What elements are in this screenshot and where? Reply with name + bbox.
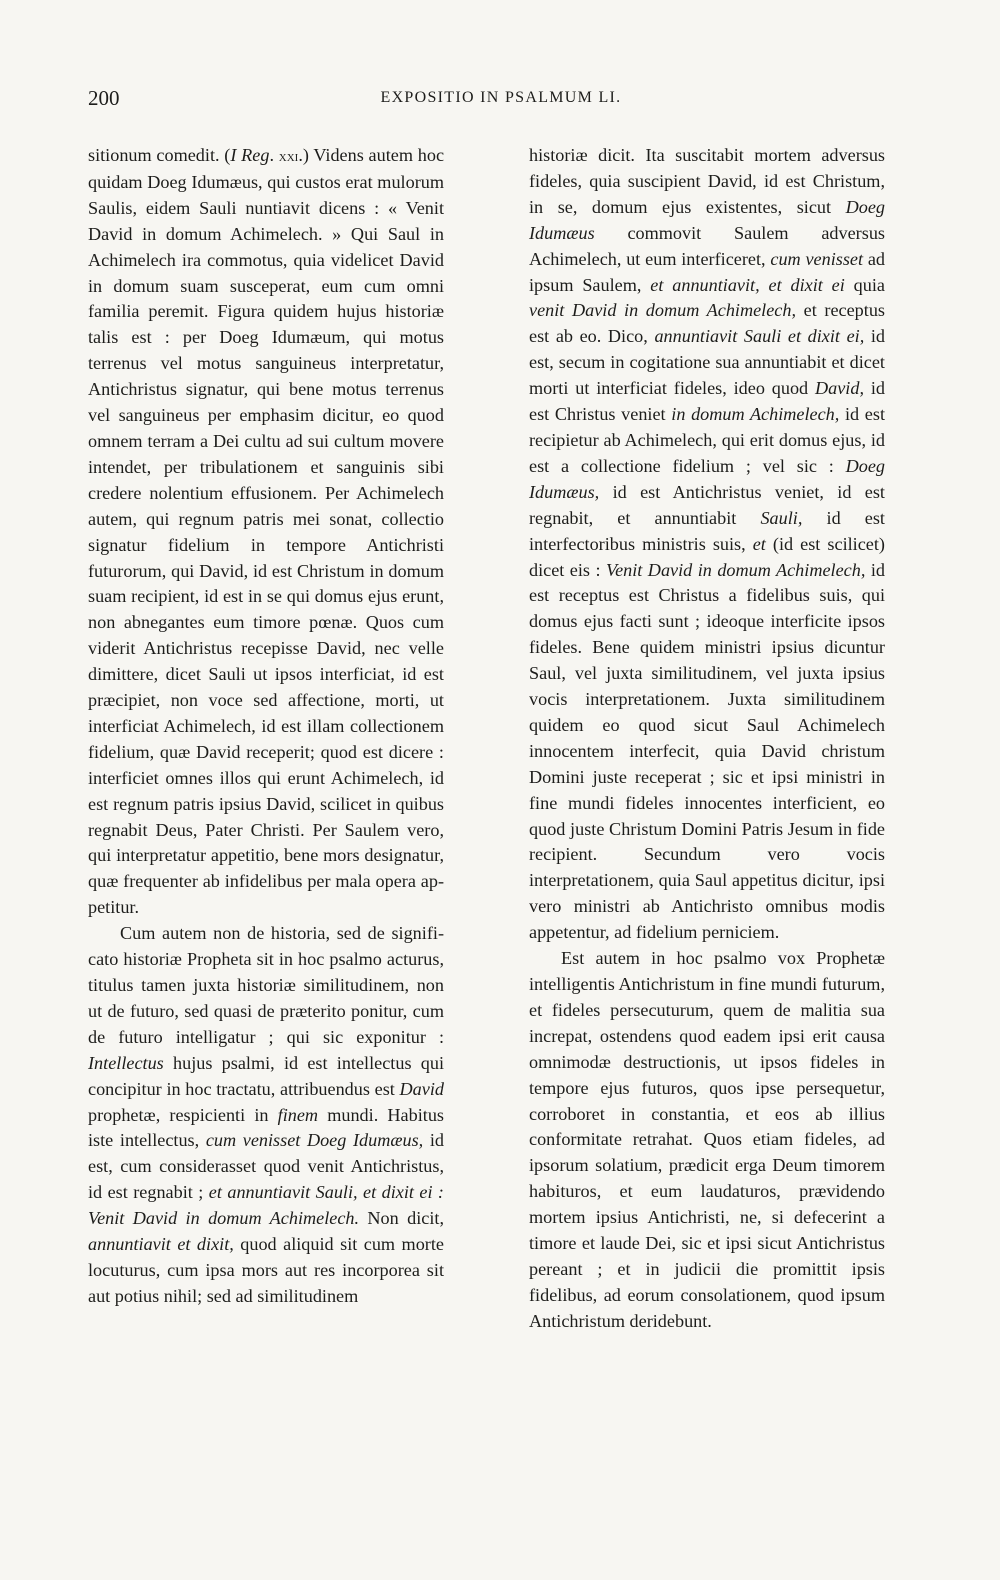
paragraph — [529, 143, 885, 946]
italic-run: Intellectus — [88, 1052, 164, 1073]
text-run: quod aliquid sit cum morte locuturus, cum ipsa mors aut res incorporea sit aut potius nihil; sed ad similitudinem — [88, 1234, 444, 1306]
italic-run: I Reg — [230, 145, 270, 165]
italic-run: annuntiavit et dixit, — [88, 1234, 234, 1255]
text-run: historiæ dicit. Ita suscitabit mortem adversus fideles, quia suscipient David, id est Christum, in se, domum ejus existentes, sicut — [529, 145, 885, 217]
text-run: et receptus est ab eo. Dico, — [529, 300, 885, 347]
italic-run: finem — [277, 1104, 319, 1125]
text-run: . — [269, 145, 279, 165]
running-title: EXPOSITIO IN PSALMUM LI. — [380, 89, 622, 106]
text-run: ad ipsum Saulem, — [529, 248, 886, 295]
text-run: Cum autem non de historia, sed de significato historiæ Propheta sit in hoc psalmo acturus, titulus tamen juxta historiæ similitudinem, non ut de futuro, sed quasi de præterito ponitur, cum de futuro intelligatur ; qui sic exponitur : — [88, 923, 444, 1047]
text-run: id est interfectoribus ministris suis, — [529, 507, 885, 554]
italic-run: annuntiavit Sauli et dixit ei, — [654, 326, 865, 347]
text-run: prophetæ, respicienti in — [88, 1104, 278, 1125]
paragraph — [88, 921, 444, 1310]
text-run: id est receptus est Christus a fidelibus suis, qui domus ejus facti sunt ; ideoque interficite ipsos fideles. Bene quidem ministri ipsius dicuntur Saul, vel juxta similitudinem, vel juxta ipsius vocis interpretationem. Juxta similitudinem quidem eo quod sicut Saul Achimelech innocentem interfecit, quia David christum Domini juste receperat ; sic et ipsi ministri in fine mundi fideles innocentes interficient, eo quod juste Christum Domini Patris Jesum in fide recipient. Secundum vero vocis interpretationem, quia Saul appetitus dicitur, ipsi vero ministri ab Antichristo omnibus modis appetentur, ad fidelium perniciem. — [529, 559, 885, 943]
text-run: Est autem in hoc psalmo vox Prophetæ intelligentis Antichristum in fine mundi futurum, et fideles persecuturum, quem de malitia sua increpat, ostendens quod eadem ipsi erit causa omnimodæ destructionis, ut ipsos fideles in tempore ejus futuros, quos ipse persequetur, corroboret in constantia, et eos ab illius conformitate retrahat. Quos etiam fideles, ad ipsorum solatium, prædicit erga Deum timorem habituros, et eum laudaturos, prævidendo mortem ipsius Antichristi, ne, si defecerint a timore et laude Dei, sic et ipsi sicut Antichristus pereant ; et in judicii die promittit ipsis fidelibus, ad eorum consolationem, quod ipsum Antichristum deridebunt. — [529, 948, 885, 1331]
italic-run: et annuntiavit, et dixit ei — [650, 274, 845, 295]
text-run: .) Videns autem hoc quidam Doeg Idumæus, qui custos erat mulorum Saulis, eidem Sauli nuntiavit dicens : « Venit David in domum Achimelech. » Qui Saul in Achimelech ira commotus, quia videlicet David in domum suam susceperat, eum cum omni familia peremit. Figura quidem hujus historiæ talis est : per Doeg Idumæum, qui motus terrenus vel motus sanguineus interpretatur, Antichristus signatur, qui bene motus terrenus vel sanguineus per emphasim dicitur, eo quod omnem terram a Dei cultu ad sui cultum movere intendet, per tribulationem et sanguinis sibi credere nolentium effusionem. Per Achimelech autem, qui regnum patris mei sonat, collectio signatur fidelium in tempore Antichristi futurorum, qui David, id est Christum in domum suam recipient, id est in se qui domus ejus erunt, non abnegantes eum timore pœnæ. Quos cum viderit Antichristus recepisse David, nec velle dimittere, dicet Sauli ut ipsos interficiat, id est præcipiet, non voce sed affectione, morti, ut interficiat Achimelech, id est illam collectionem fidelium, quæ David receperit; quod est dicere : interficiet omnes illos qui erunt Achimelech, id est regnum patris ipsius David, scilicet in quibus regnabit Deus, Pater Christi. Per Saulem vero, qui interpretatur appetitio, bene mors designatur, quæ frequenter ab infidelibus per mala opera appetitur. — [88, 145, 445, 918]
small-caps-run: xxi — [278, 148, 299, 165]
italic-run: David, — [815, 378, 864, 399]
right-column — [529, 143, 885, 1335]
italic-run: David — [399, 1078, 444, 1099]
paragraph — [88, 143, 444, 921]
text-run: mundi. Habitus iste intellectus, — [88, 1104, 445, 1151]
left-column — [88, 143, 444, 1310]
text-run: id est Christus veniet — [529, 378, 885, 425]
italic-run: et — [752, 533, 766, 554]
text-run: Non dicit, — [359, 1208, 444, 1229]
paragraph — [529, 946, 885, 1335]
text-run: sitionum comedit. ( — [88, 145, 231, 165]
running-header — [88, 86, 914, 116]
page-number: 200 — [88, 86, 120, 110]
italic-run: in domum Achimelech, — [671, 404, 840, 425]
italic-run: venit David in domum Achimelech, — [529, 300, 797, 321]
text-run: commovit Saulem adversus Achimelech, ut eum interficeret, — [529, 222, 885, 269]
text-run: (id est scilicet) dicet eis : — [529, 533, 885, 580]
italic-run: cum venisset Doeg Idumæus, — [205, 1130, 424, 1151]
text-run: id est recipietur ab Achimelech, qui erit domus ejus, id est a collectione fidelium ; vel sic : — [529, 404, 885, 476]
italic-run: Venit David in domum Achimelech, — [605, 559, 866, 580]
text-run: id est, secum in cogitatione sua annuntiabit et dicet morti ut interficiat fideles, ideo quod — [529, 326, 886, 399]
text-run: id est Antichristus veniet, id est regnabit, et annuntiabit — [529, 481, 885, 528]
italic-run: Sauli, — [760, 507, 803, 528]
text-run: hujus psalmi, id est intellectus qui concipitur in hoc tractatu, attribuendus est — [88, 1052, 444, 1099]
italic-run: Doeg Idumæus, — [529, 455, 885, 502]
italic-run: cum venisset — [770, 248, 864, 269]
text-run: id est, cum considerasset quod venit Antichristus, id est regnabit ; — [88, 1130, 444, 1203]
text-run: quia — [844, 274, 885, 295]
italic-run: et annuntiavit Sauli, et dixit ei : Venit David in domum Achimelech. — [88, 1182, 444, 1229]
italic-run: Doeg Idumæus — [529, 196, 885, 243]
